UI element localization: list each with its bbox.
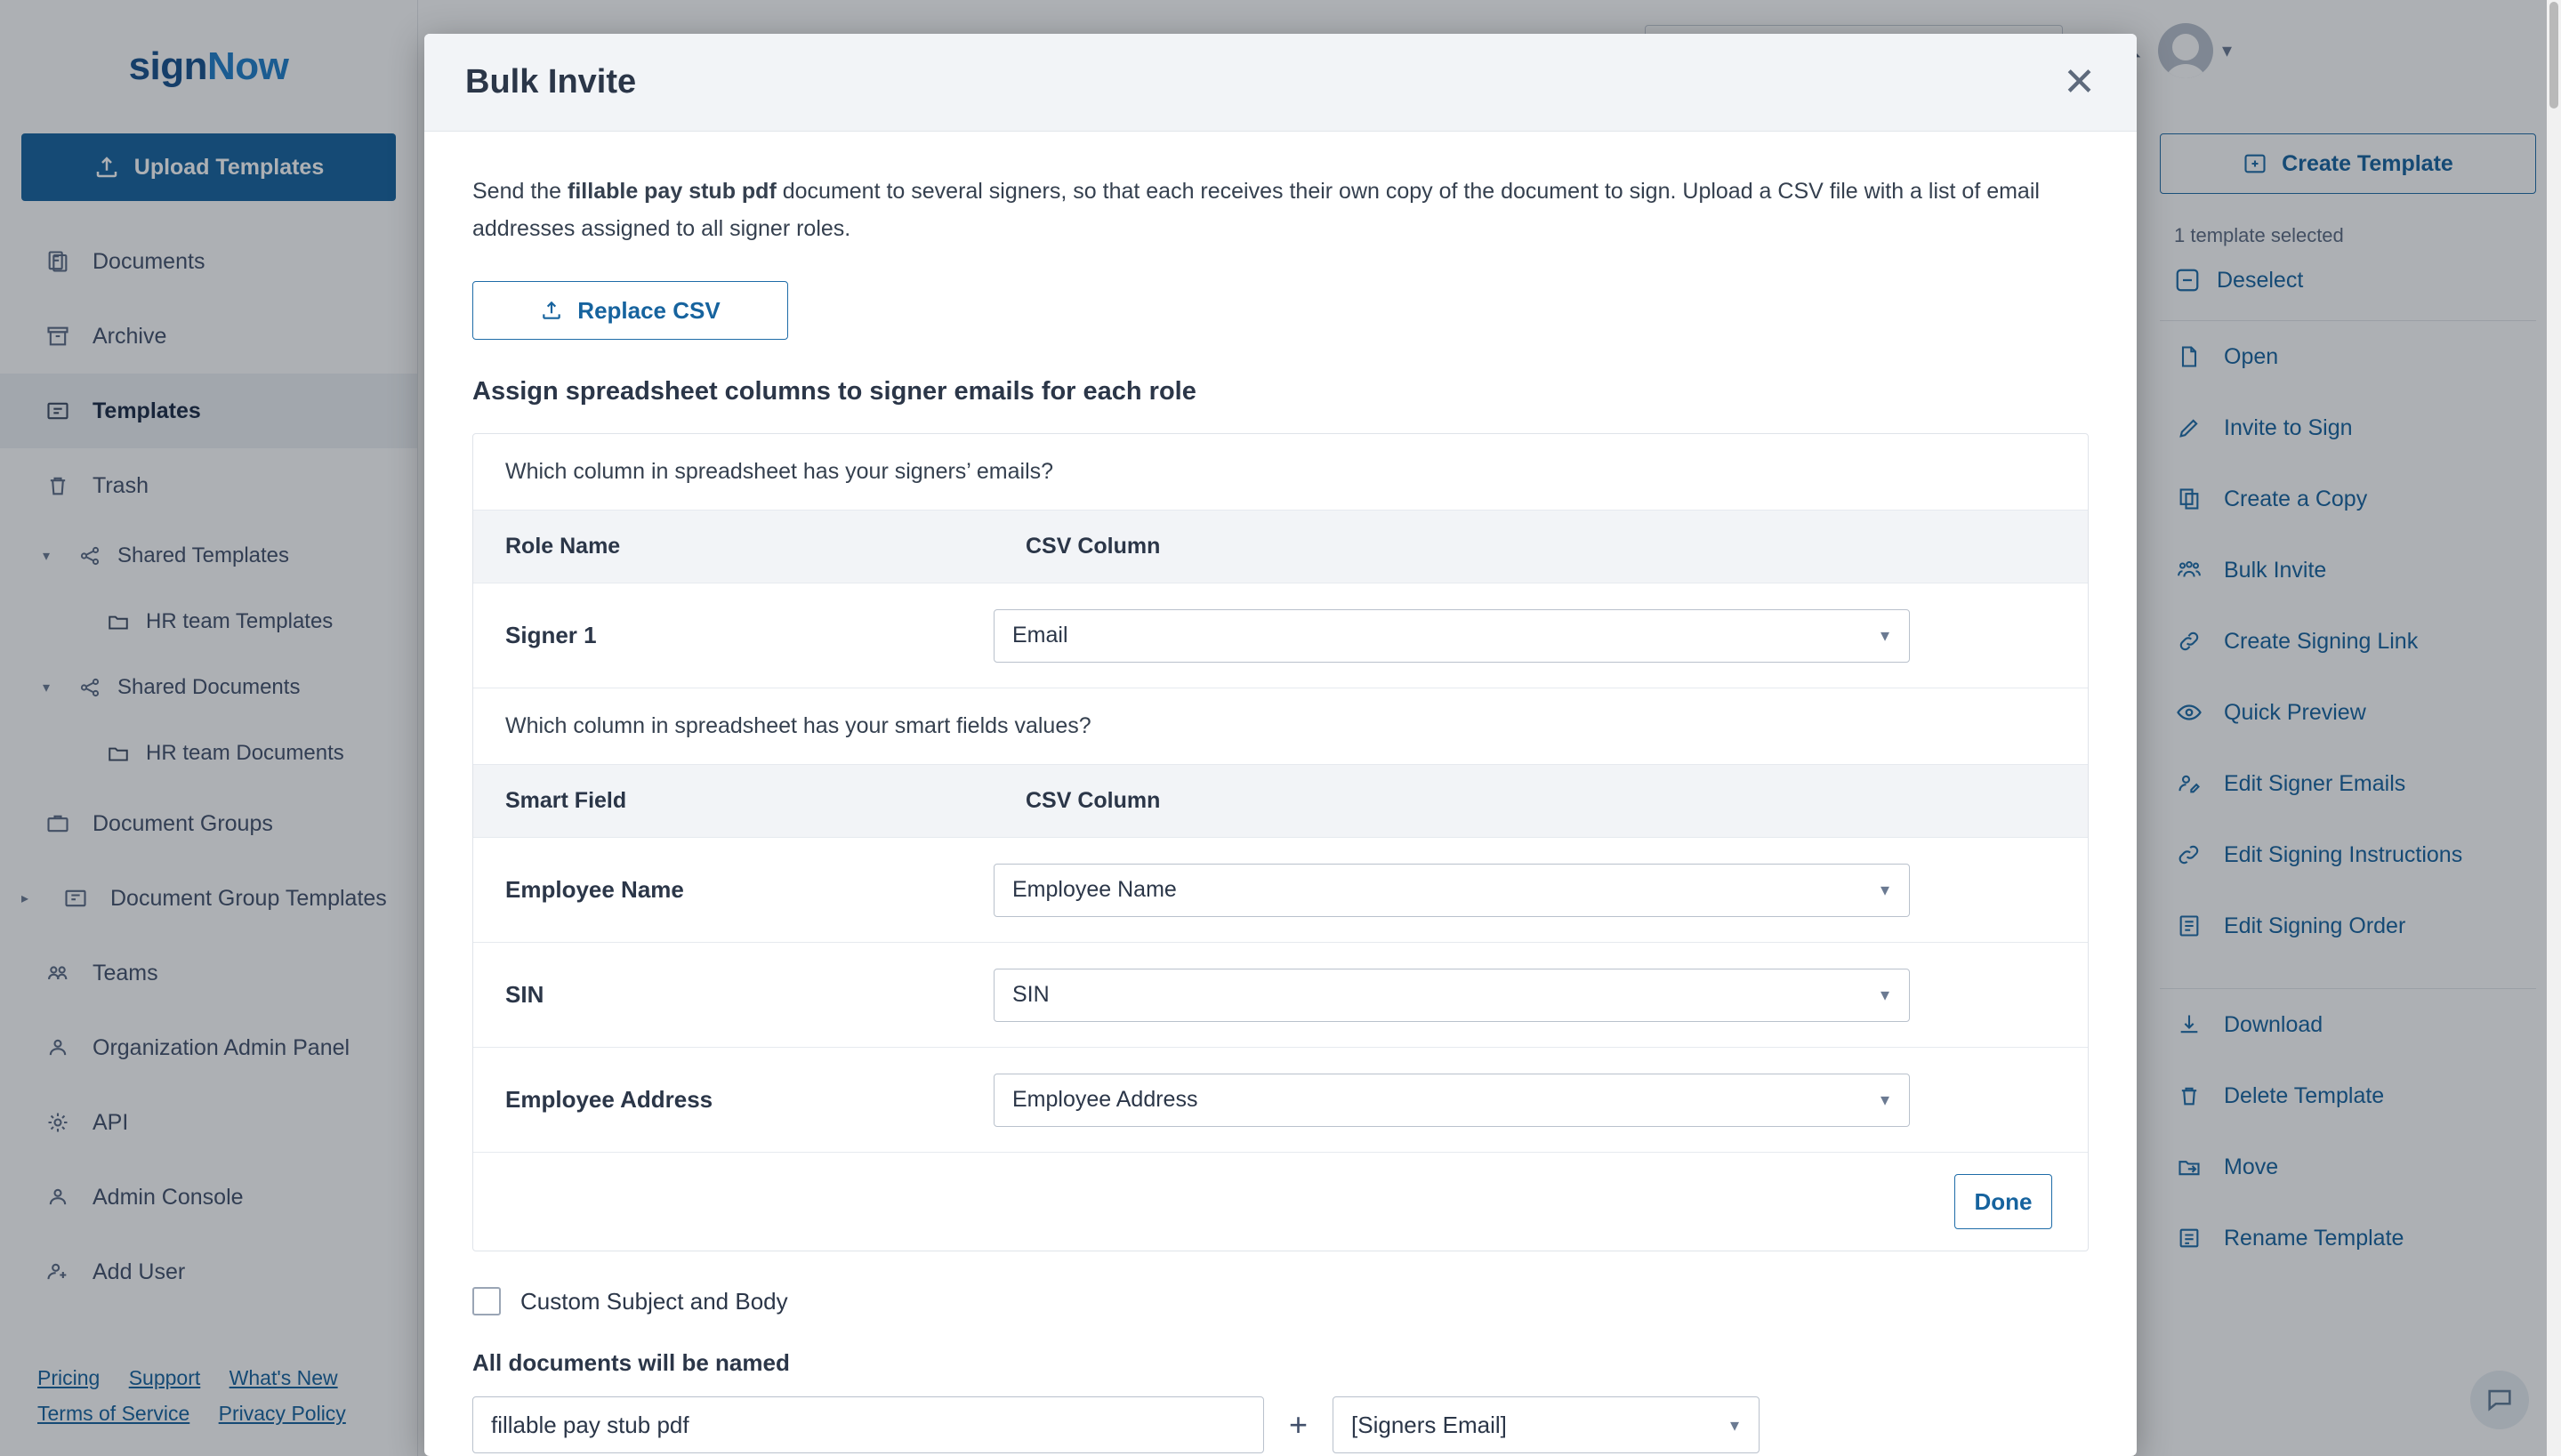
sidebar-label-trash: Trash (93, 472, 149, 498)
footer-link-pricing[interactable]: Pricing (37, 1366, 101, 1389)
sidebar-label-add-user: Add User (93, 1259, 186, 1284)
csv-column-select-signer-1[interactable] (994, 609, 1910, 663)
chevron-down-icon-token: ▾ (1729, 1415, 1740, 1436)
chevron-down-icon-employee-address: ▾ (1880, 1090, 1889, 1110)
action-create-a-copy-label: Create a Copy (2224, 486, 2368, 511)
signers-table-header (473, 511, 2088, 583)
custom-subject-checkbox[interactable] (472, 1287, 501, 1315)
modal-body (424, 132, 2137, 1453)
mapping-card (472, 433, 2089, 1251)
logo-text-sign: sign (128, 44, 208, 88)
intro-prefix: Send the (472, 179, 568, 204)
chevron-down-icon-sin: ▾ (1880, 985, 1889, 1005)
sidebar-label-admin-console: Admin Console (93, 1184, 244, 1210)
action-edit-signer-emails-label: Edit Signer Emails (2224, 770, 2406, 796)
assign-heading: Assign spreadsheet columns to signer emails for each role (472, 377, 1196, 406)
close-icon[interactable]: ✕ (2063, 60, 2096, 104)
upload-icon-csv (540, 299, 563, 322)
header-csv-column-1: CSV Column (1026, 534, 1161, 559)
csv-column-select-sin[interactable] (994, 969, 1910, 1022)
smart-table-header (473, 765, 2088, 838)
chevron-down-icon-user: ▾ (2221, 39, 2232, 61)
csv-column-cell-employee-name (994, 864, 2088, 917)
header-csv-column-2: CSV Column (1026, 788, 1161, 813)
footer-link-support[interactable]: Support (128, 1366, 201, 1389)
action-open-label: Open (2224, 343, 2279, 369)
csv-column-value-employee-address: Employee Address (1012, 1087, 1198, 1112)
deselect-label: Deselect (2217, 267, 2304, 293)
sidebar-label-hr-team-templates: HR team Templates (146, 609, 334, 633)
bulk-invite-modal (424, 34, 2137, 1456)
csv-column-select-employee-name[interactable] (994, 864, 1910, 917)
csv-column-value-employee-name: Employee Name (1012, 877, 1177, 902)
action-bulk-invite-label: Bulk Invite (2224, 557, 2327, 583)
signers-question: Which column in spreadsheet has your signers’ emails? (473, 434, 2088, 511)
csv-column-select-employee-address[interactable] (994, 1074, 1910, 1127)
header-smart-field: Smart Field (505, 788, 627, 813)
sidebar-label-teams: Teams (93, 960, 158, 985)
document-name-input[interactable]: fillable pay stub pdf (472, 1396, 1264, 1453)
replace-csv-button[interactable] (472, 281, 788, 340)
action-quick-preview-label: Quick Preview (2224, 699, 2366, 725)
replace-csv-label: Replace CSV (577, 296, 721, 324)
modal-title: Bulk Invite (465, 63, 637, 101)
sidebar-label-api: API (93, 1109, 129, 1135)
logo-text-now: Now (207, 44, 289, 88)
chevron-down-icon: ▾ (43, 549, 51, 564)
chevron-right-icon: ▸ (21, 891, 29, 906)
smart-field-employee-address: Employee Address (505, 1086, 713, 1113)
sidebar-label-templates: Templates (93, 398, 201, 423)
sidebar-label-document-group-templates: Document Group Templates (110, 885, 387, 911)
action-create-signing-link-label: Create Signing Link (2224, 628, 2419, 654)
csv-column-cell-employee-address (994, 1074, 2088, 1127)
sidebar-label-organization-admin-panel: Organization Admin Panel (93, 1034, 350, 1060)
scrollbar-thumb[interactable] (2549, 2, 2558, 109)
done-row (473, 1153, 2088, 1251)
modal-intro (472, 173, 2065, 247)
modal-header (424, 34, 2137, 132)
name-token-value: [Signers Email] (1351, 1411, 1507, 1438)
upload-templates-label: Upload Templates (133, 154, 325, 180)
csv-column-value-signer-1: Email (1012, 623, 1068, 648)
action-rename-template-label: Rename Template (2224, 1225, 2404, 1251)
smart-fields-question: Which column in spreadsheet has your smart fields values? (473, 688, 2088, 765)
table-row-employee-name (473, 838, 2088, 943)
create-template-label: Create Template (2282, 150, 2453, 176)
sidebar-label-hr-team-documents: HR team Documents (146, 741, 344, 765)
custom-subject-row (472, 1287, 2089, 1315)
name-token-select[interactable] (1333, 1396, 1760, 1453)
table-row-signer-1 (473, 583, 2088, 688)
smart-field-employee-name: Employee Name (505, 876, 684, 903)
csv-column-value-sin: SIN (1012, 982, 1050, 1007)
action-download-label: Download (2224, 1011, 2323, 1037)
sidebar-label-shared-documents: Shared Documents (117, 675, 301, 699)
chevron-down-icon-signer-1: ▾ (1880, 626, 1889, 646)
footer-link-privacy-policy[interactable]: Privacy Policy (218, 1402, 346, 1425)
sidebar-label-document-groups: Document Groups (93, 810, 273, 836)
role-name-signer-1: Signer 1 (505, 622, 597, 648)
done-button[interactable]: Done (1954, 1174, 2052, 1229)
table-row-sin (473, 943, 2088, 1048)
footer-link-terms-of-service[interactable]: Terms of Service (37, 1402, 190, 1425)
plus-icon: + (1289, 1406, 1309, 1443)
csv-column-cell-signer-1 (994, 609, 2088, 663)
smart-field-sin: SIN (505, 981, 544, 1008)
header-role-name: Role Name (505, 534, 621, 559)
action-move-label: Move (2224, 1154, 2279, 1179)
action-invite-to-sign-label: Invite to Sign (2224, 414, 2353, 440)
sidebar-label-shared-templates: Shared Templates (117, 543, 290, 567)
sidebar-label-documents: Documents (93, 248, 205, 274)
action-edit-signing-instructions-label: Edit Signing Instructions (2224, 841, 2463, 867)
custom-subject-label: Custom Subject and Body (520, 1287, 788, 1315)
action-edit-signing-order-label: Edit Signing Order (2224, 913, 2406, 938)
action-delete-template-label: Delete Template (2224, 1082, 2385, 1108)
documents-named-heading: All documents will be named (472, 1349, 790, 1376)
chevron-down-icon-2: ▾ (43, 680, 51, 696)
intro-suffix: document to several signers, so that each receives their own copy of the document to sign. Upload a CSV file with a list of email addresses assigned to all signer roles. (472, 179, 2040, 241)
selection-status: 1 template selected (2174, 224, 2344, 246)
table-row-employee-address (473, 1048, 2088, 1153)
documents-named-row (472, 1396, 2089, 1453)
chevron-down-icon-employee-name: ▾ (1880, 881, 1889, 900)
footer-link-whats-new[interactable]: What's New (229, 1366, 338, 1389)
intro-doc-name: fillable pay stub pdf (568, 179, 777, 204)
sidebar-label-archive: Archive (93, 323, 167, 349)
csv-column-cell-sin (994, 969, 2088, 1022)
page-scrollbar[interactable] (2547, 0, 2561, 1456)
